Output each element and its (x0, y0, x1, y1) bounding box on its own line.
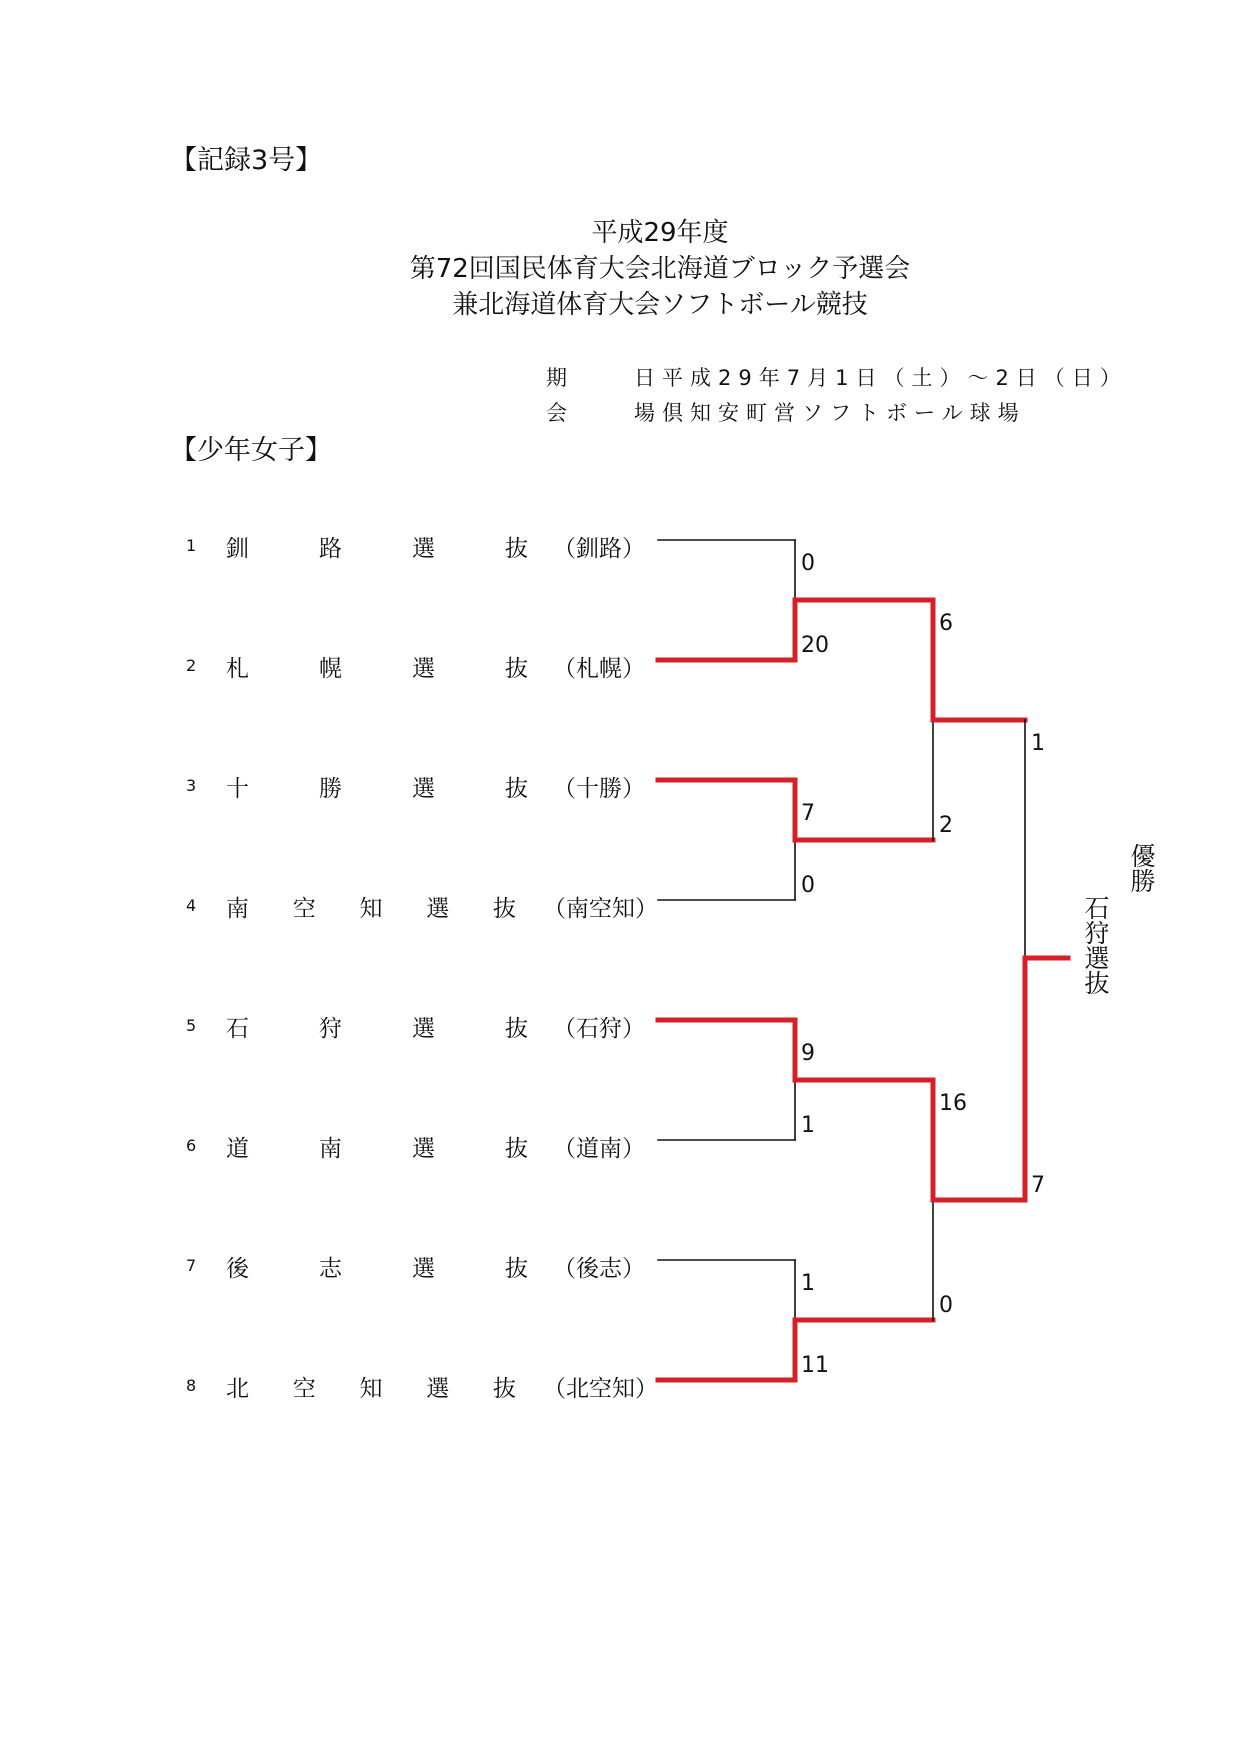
team-region: （石狩） (553, 1016, 645, 1042)
team-name-char: 知 (359, 896, 383, 922)
team-region: （南空知） (543, 896, 658, 922)
venue-label: 会 (546, 401, 573, 425)
team-seed: 8 (186, 1376, 197, 1395)
team-seed: 4 (186, 896, 197, 915)
title-competition: 兼北海道体育大会ソフトボール競技 (452, 290, 868, 320)
team-seed: 2 (186, 656, 197, 675)
team-region: （後志） (553, 1256, 645, 1282)
team-name-char: 空 (292, 896, 316, 922)
team-name-char: 抜 (505, 656, 528, 682)
score-label: 7 (1031, 1173, 1045, 1198)
score-label: 1 (801, 1271, 815, 1296)
team-name-char: 勝 (319, 776, 342, 802)
team-name-char: 抜 (505, 1016, 528, 1042)
team-name-char: 南 (226, 896, 249, 922)
score-label: 11 (801, 1353, 829, 1378)
title-event: 第72回国民体育大会北海道ブロック予選会 (409, 254, 911, 284)
venue-value: 場倶知安町営ソフトボール球場 (634, 401, 1026, 425)
score-label: 16 (939, 1091, 967, 1116)
score-label: 1 (801, 1113, 815, 1138)
score-label: 6 (939, 611, 953, 636)
team-name-char: 抜 (505, 1136, 528, 1162)
team-name-char: 札 (226, 656, 249, 682)
champion-label: 優勝 (1127, 843, 1156, 893)
team-seed: 5 (186, 1016, 197, 1035)
score-label: 7 (801, 801, 815, 826)
score-label: 0 (801, 551, 815, 576)
team-name-char: 南 (319, 1136, 342, 1162)
team-name-char: 選 (412, 1016, 435, 1042)
team-name-char: 選 (412, 776, 435, 802)
team-name-char: 石 (226, 1016, 249, 1042)
team-name-char: 抜 (505, 1256, 528, 1282)
team-name-char: 後 (226, 1256, 249, 1282)
team-name-char: 選 (426, 896, 450, 922)
score-label: 1 (1031, 731, 1045, 756)
team-seed: 1 (186, 536, 197, 555)
score-label: 20 (801, 633, 829, 658)
category-heading: 【少年女子】 (170, 435, 332, 466)
champion-team: 石狩選抜 (1081, 895, 1110, 995)
team-seed: 6 (186, 1136, 197, 1155)
team-name-char: 釧 (226, 536, 249, 562)
period-label: 期 (546, 366, 573, 390)
score-label: 0 (801, 873, 815, 898)
score-label: 9 (801, 1041, 815, 1066)
team-name-char: 選 (412, 1256, 435, 1282)
team-name-char: 十 (226, 776, 249, 802)
team-region: （十勝） (553, 776, 645, 802)
team-name-char: 選 (412, 1136, 435, 1162)
team-name-char: 狩 (319, 1016, 342, 1042)
record-number: 【記録3号】 (170, 145, 323, 176)
period-value: 日平成29年7月1日（土）～2日（日） (634, 366, 1128, 390)
team-name-char: 抜 (505, 536, 528, 562)
team-name-char: 路 (319, 536, 342, 562)
score-label: 0 (939, 1293, 953, 1318)
team-name-char: 道 (226, 1136, 249, 1162)
team-name-char: 志 (319, 1256, 342, 1282)
team-name-char: 選 (412, 656, 435, 682)
team-seed: 3 (186, 776, 197, 795)
team-name-char: 幌 (319, 656, 342, 682)
team-name-char: 抜 (505, 776, 528, 802)
team-name-char: 抜 (493, 1376, 516, 1402)
team-name-char: 北 (226, 1376, 249, 1402)
team-name-char: 選 (412, 536, 435, 562)
team-region: （道南） (553, 1136, 645, 1162)
team-region: （釧路） (553, 536, 645, 562)
team-seed: 7 (186, 1256, 197, 1275)
title-year: 平成29年度 (591, 218, 729, 248)
team-name-char: 知 (359, 1376, 383, 1402)
team-name-char: 空 (292, 1376, 316, 1402)
team-name-char: 選 (426, 1376, 450, 1402)
team-region: （札幌） (553, 656, 645, 682)
team-region: （北空知） (543, 1376, 658, 1402)
score-label: 2 (939, 813, 953, 838)
team-name-char: 抜 (493, 896, 516, 922)
